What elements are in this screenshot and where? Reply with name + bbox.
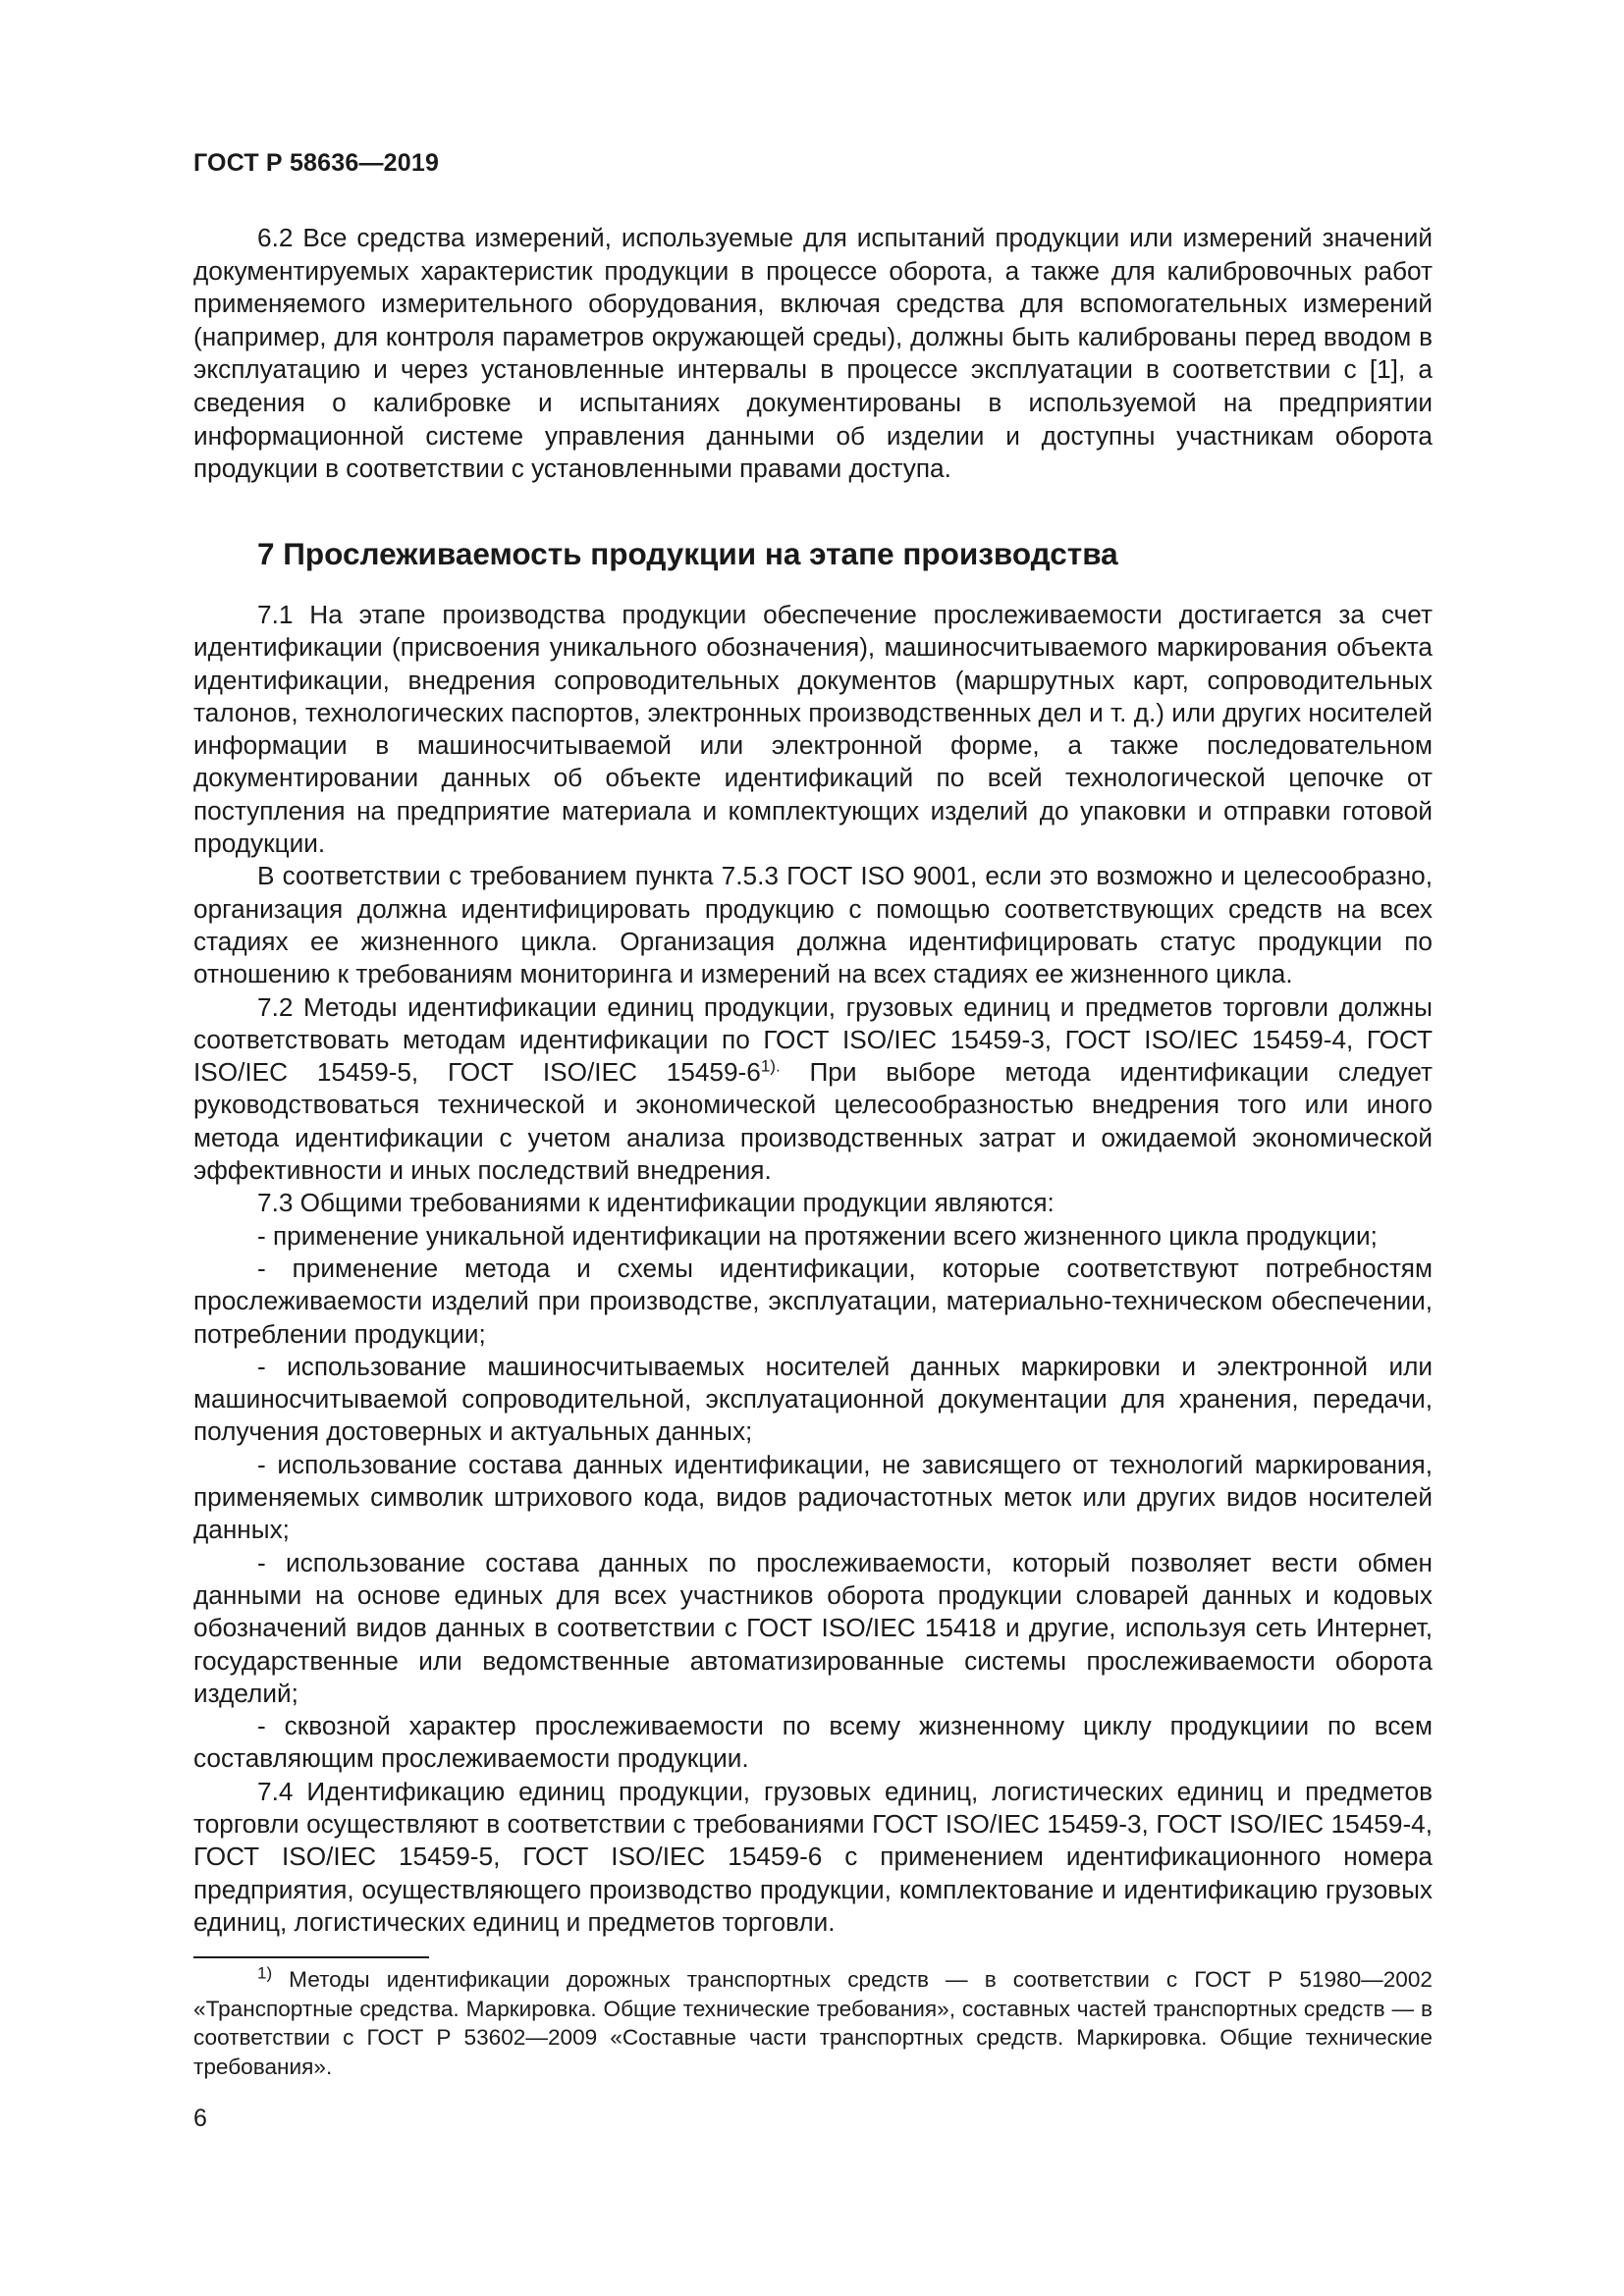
list-item: - использование состава данных идентификации, не зависящего от технологий маркирования, применяемых символик штрихового кода, видов радиочастотных меток или других видов носителей данных; [193, 1449, 1433, 1545]
list-item: - применение уникальной идентификации на протяжении всего жизненного цикла продукции; [257, 1220, 1378, 1251]
footnote [193, 1965, 1433, 2081]
list-item: - использование состава данных по прослеживаемости, который позволяет вести обмен данными на основе единых для всех участников оборота продукции словарей данных и кодовых обозначений видов данных в соответствии с ГОСТ ISO/IEC 15418 и другие, используя сеть Интернет, государственные или ведомственные автоматизированные системы прослеживаемости оборота изделий; [193, 1547, 1433, 1708]
list-item: - сквозной характер прослеживаемости по всему жизненному циклу продукциии по всем составляющим прослеживаемости продукции. [193, 1711, 1433, 1774]
paragraph-7-3: 7.3 Общими требованиями к идентификации продукции являются: [257, 1188, 1055, 1218]
list-item: - применение метода и схемы идентификации, которые соответствуют потребностям прослеживаемости изделий при производстве, эксплуатации, материально-техническом обеспечении, потреблении продукции; [193, 1253, 1433, 1349]
paragraph-7-2-end: При выборе метода идентификации следует руководствоваться технической и экономической целесообразностью внедрения того или иного метода идентификации с учетом анализа производственных затрат и ожидаемой экономической эффективности и иных последствий внедрения. [193, 1057, 1434, 1186]
footnote-ref: 1). [760, 1056, 781, 1076]
footnote-divider [193, 1956, 429, 1958]
section-7-body [193, 599, 1433, 1939]
page-number: 6 [193, 2105, 207, 2132]
footnote-text [193, 1965, 1433, 2081]
paragraph-7-1: 7.1 На этапе производства продукции обеспечение прослеживаемости достигается за счет идентификации (присвоения уникального обозначения), машиносчитываемого маркирования объекта идентификации, внедрения сопроводительных документов (маршрутных карт, сопроводительных талонов, технологических паспортов, электронных производственных дел и т. д.) или других носителей информации в машиносчитываемой или электронной форме, а также последовательном документировании данных об объекте идентификаций по всей технологической цепочке от поступления на предприятие материала и комплектующих изделий до упаковки и отправки готовой продукции. [193, 600, 1433, 859]
list-item: - использование машиносчитываемых носителей данных маркировки и электронной или машиносчитываемой сопроводительной, эксплуатационной документации для хранения, передачи, получения достоверных и актуальных данных; [193, 1351, 1433, 1447]
paragraph-7-4: 7.4 Идентификацию единиц продукции, грузовых единиц, логистических единиц и предметов торговли осуществляют в соответствии с требованиями ГОСТ ISO/IEC 15459-3, ГОСТ ISO/IEC 15459-4, ГОСТ ISO/IEC 15459-5, ГОСТ ISO/IEC 15459-6 с применением идентификационного номера предприятия, осуществляющего производство продукции, комплектование и идентификацию грузовых единиц, логистических единиц и предметов торговли. [193, 1776, 1433, 1937]
section-7-heading: 7 Прослеживаемость продукции на этапе производства [257, 536, 1118, 571]
document-header: ГОСТ Р 58636—2019 [193, 149, 440, 177]
footnote-body: Методы идентификации дорожных транспортных средств — в соответствии с ГОСТ Р 51980—2002 «Транспортные средства. Маркировка. Общие технические требования», составных частей транспортных средств — в соответствии с ГОСТ Р 53602—2009 «Составные части транспортных средств. Маркировка. Общие технические требования». [193, 1967, 1433, 2079]
footnote-marker: 1) [257, 1963, 273, 1983]
section-6-body [193, 222, 1433, 486]
paragraph-6-2: 6.2 Все средства измерений, используемые для испытаний продукции или измерений значений документируемых характеристик продукции в процессе оборота, а также для калибровочных работ применяемого измерительного оборудования, включая средства для вспомогательных измерений (например, для контроля параметров окружающей среды), должны быть калиброваны перед вводом в эксплуатацию и через установленные интервалы в процессе эксплуатации в соответствии с [1], а сведения о калибровке и испытаниях документированы в используемой на предприятии информационной системе управления данными об изделии и доступны участникам оборота продукции в соответствии с установленными правами доступа. [193, 223, 1433, 484]
paragraph-7-2-start: 7.2 Методы идентификации единиц продукции, грузовых единиц и предметов торговли должны соответствовать методам идентификации по ГОСТ ISO/IEC 15459-3, ГОСТ ISO/IEC 15459-4, ГОСТ ISO/IEC 15459-5, ГОСТ ISO/IEC 15459-6 [193, 991, 1433, 1088]
paragraph-7-1-continued: В соответствии с требованием пункта 7.5.3 ГОСТ ISO 9001, если это возможно и целесообразно, организация должна идентифицировать продукцию с помощью соответствующих средств на всех стадиях ее жизненного цикла. Организация должна идентифицировать статус продукции по отношению к требованиям мониторинга и измерений на всех стадиях ее жизненного цикла. [193, 861, 1433, 989]
paragraph-7-2 [193, 991, 1433, 1188]
